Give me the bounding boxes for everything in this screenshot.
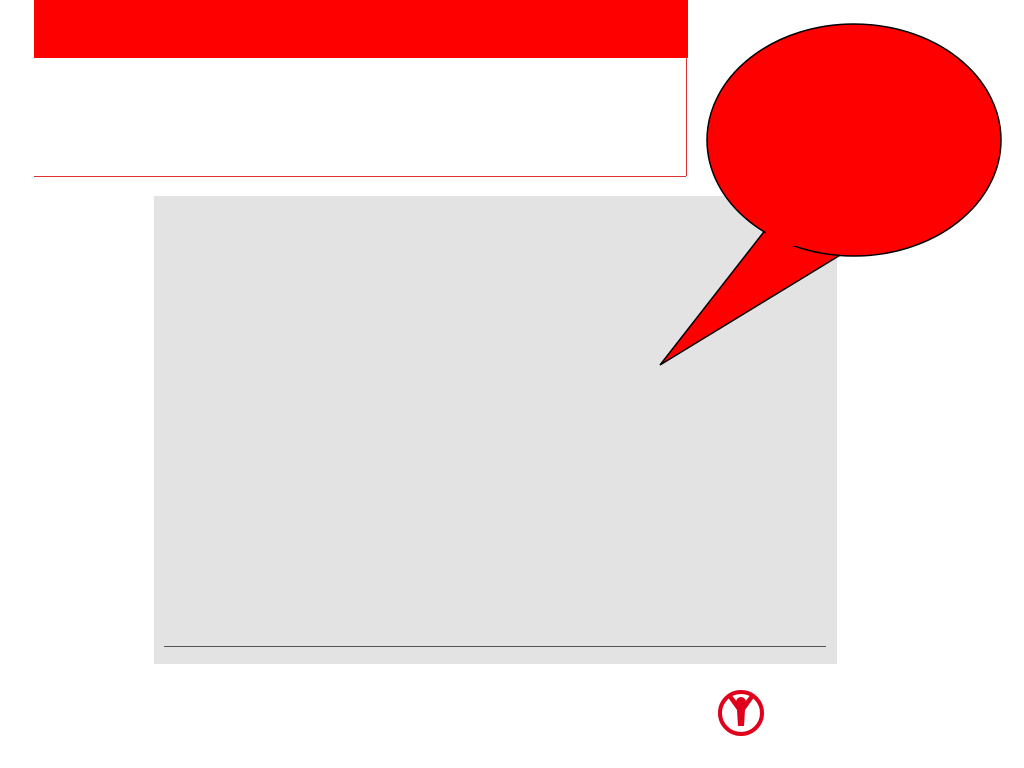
callout-joint bbox=[766, 218, 862, 246]
save-the-children-logo-icon bbox=[718, 688, 764, 738]
